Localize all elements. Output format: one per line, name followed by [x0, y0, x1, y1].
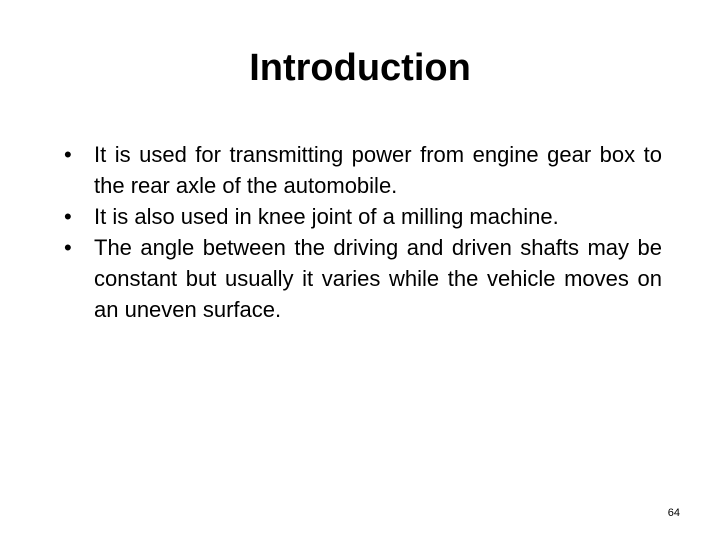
- bullet-text: It is also used in knee joint of a milling machine.: [94, 204, 559, 229]
- slide-title: Introduction: [249, 47, 471, 89]
- list-item: [64, 201, 662, 232]
- bullet-icon: •: [64, 204, 72, 229]
- list-item: [64, 139, 662, 201]
- list-item: [64, 232, 662, 325]
- bullet-icon: •: [64, 235, 72, 260]
- bullet-list: [64, 139, 662, 325]
- bullet-text: It is used for transmitting power from engine gear box to the rear axle of the automobile.: [94, 142, 662, 198]
- page-number: 64: [667, 507, 680, 519]
- bullet-text: The angle between the driving and driven shafts may be constant but usually it varies while the vehicle moves on an uneven surface.: [94, 235, 662, 322]
- bullet-icon: •: [64, 142, 72, 167]
